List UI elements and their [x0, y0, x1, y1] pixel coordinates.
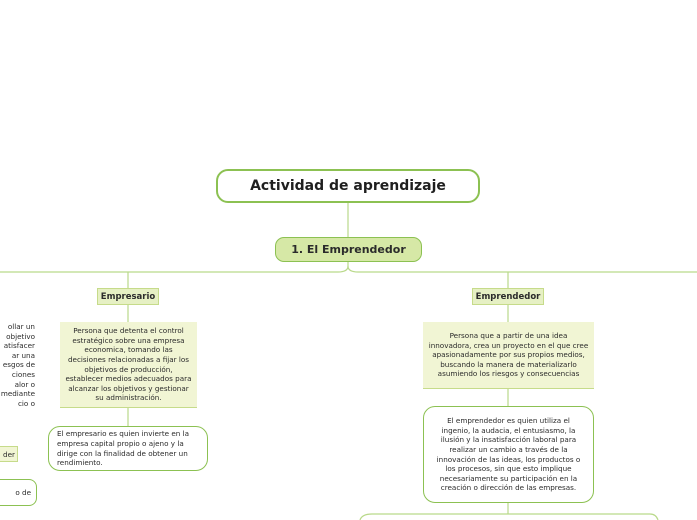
subtopic-empresario[interactable]	[97, 288, 159, 305]
branch-line-left	[0, 262, 348, 272]
left-partial-subtopic[interactable]	[0, 446, 18, 462]
branch-line-right	[348, 266, 697, 272]
main-topic-emprendedor[interactable]	[275, 237, 422, 262]
subtopic-emprendedor[interactable]	[472, 288, 544, 305]
central-topic-title: Actividad de aprendizaje	[250, 178, 446, 194]
left-partial-subtopic-text: der	[3, 449, 15, 459]
empresario-note-text: El empresario es quien invierte en la empresa capital propio o ajeno y la dirige con la finalidad de obtener un rendimiento.	[57, 429, 190, 468]
main-topic-title: 1. El Emprendedor	[291, 243, 406, 256]
left-partial-note[interactable]	[0, 479, 37, 506]
emprendedor-definition-text: Persona que a partir de una idea innovadora, crea un proyecto en el que cree apasionadamente por sus propios medios, buscando la manera de materializarlo asumiendo los riesgos y consecuencias	[428, 331, 589, 379]
emprendedor-note-text: El emprendedor es quien utiliza el ingenio, la audacia, el entusiasmo, la ilusión y la insatisfacción laboral para realizar un cambio a través de la innovación de las ideas, los productos o los procesos, sin que esto implique necesariamente su participación en la creación o dirección de las empresas.	[436, 416, 581, 493]
left-partial-definition[interactable]	[0, 320, 35, 432]
subtopic-emprendedor-label: Emprendedor	[475, 291, 541, 302]
central-topic[interactable]	[216, 169, 480, 203]
subtopic-empresario-label: Empresario	[100, 291, 156, 302]
left-partial-note-text: o de	[15, 488, 31, 497]
empresario-note[interactable]	[48, 426, 208, 471]
bottom-partial-branch	[360, 514, 658, 520]
emprendedor-definition[interactable]	[423, 322, 594, 389]
empresario-definition[interactable]	[60, 322, 197, 408]
emprendedor-note[interactable]	[423, 406, 594, 503]
left-partial-definition-text: ollar un objetivo atisfacer ar una esgos de ciones alor o mediante cio o	[0, 322, 35, 408]
empresario-definition-text: Persona que detenta el control estratégico sobre una empresa economica, tomando las decisiones relacionadas a fijar los objetivos de producción, establecer medios adecuados para alcanzar los objetivos y gestionar su administración.	[65, 326, 192, 403]
